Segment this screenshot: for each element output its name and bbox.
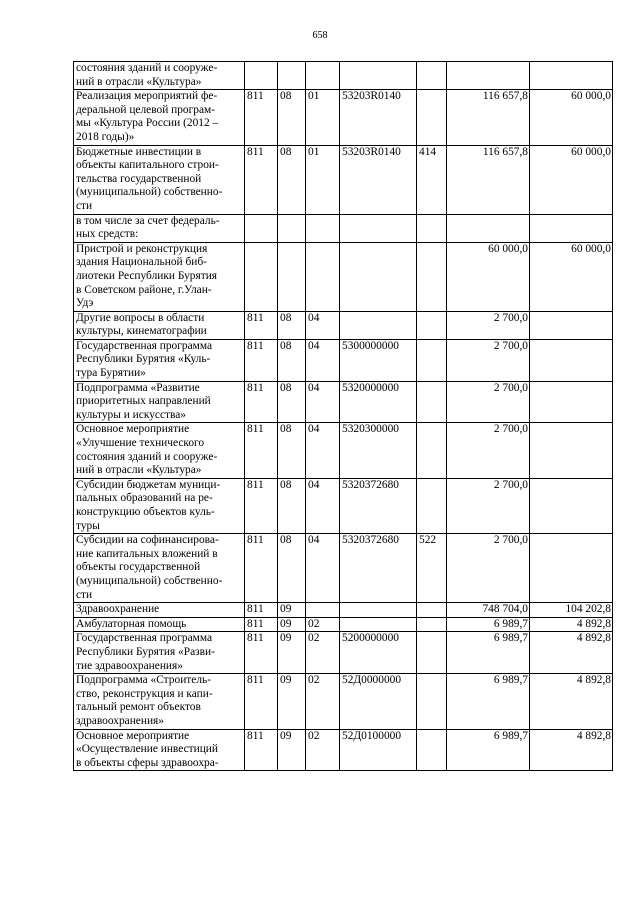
row-sum-total-cell: 2 700,0	[447, 339, 530, 381]
row-target-article-cell	[340, 617, 417, 632]
row-expense-type-cell	[417, 478, 447, 533]
row-sum-total-cell: 6 989,7	[447, 729, 530, 771]
row-subsection-cell: 04	[306, 478, 340, 533]
row-target-article-cell	[340, 311, 417, 339]
row-name: состояния зданий и сооруже- ний в отрасли «Культура»	[76, 62, 218, 88]
row-name-cell	[74, 214, 245, 242]
row-name-cell	[74, 242, 245, 311]
row-grbs-cell	[245, 62, 278, 90]
row-section-cell: 08	[278, 145, 306, 214]
row-sum-total-cell: 116 657,8	[447, 145, 530, 214]
row-section-cell: 08	[278, 311, 306, 339]
row-grbs-cell: 811	[245, 90, 278, 145]
row-target-article-cell: 52Д0000000	[340, 674, 417, 729]
row-name: Основное мероприятие «Осуществление инвестиций в объекты сферы здравоохра-	[76, 729, 219, 769]
row-sum-federal-cell	[530, 534, 613, 603]
table-row	[74, 214, 613, 242]
row-subsection-cell: 02	[306, 617, 340, 632]
row-subsection-cell: 01	[306, 90, 340, 145]
row-target-article-cell: 5300000000	[340, 339, 417, 381]
row-target-article-cell: 53203R0140	[340, 145, 417, 214]
row-sum-federal-cell: 60 000,0	[530, 242, 613, 311]
row-section-cell: 09	[278, 632, 306, 674]
row-section-cell	[278, 214, 306, 242]
row-name-cell	[74, 729, 245, 771]
row-name-cell	[74, 603, 245, 618]
table-row	[74, 381, 613, 423]
row-subsection-cell	[306, 603, 340, 618]
row-target-article-cell: 52Д0100000	[340, 729, 417, 771]
row-target-article-cell: 5320000000	[340, 381, 417, 423]
row-sum-federal-cell	[530, 311, 613, 339]
row-target-article-cell: 5200000000	[340, 632, 417, 674]
row-grbs-cell	[245, 214, 278, 242]
row-section-cell: 08	[278, 381, 306, 423]
row-expense-type-cell	[417, 214, 447, 242]
row-section-cell: 09	[278, 617, 306, 632]
row-name-cell	[74, 381, 245, 423]
row-sum-total-cell: 60 000,0	[447, 242, 530, 311]
row-name-cell	[74, 311, 245, 339]
row-grbs-cell: 811	[245, 478, 278, 533]
row-section-cell: 08	[278, 339, 306, 381]
row-target-article-cell	[340, 62, 417, 90]
row-sum-federal-cell	[530, 214, 613, 242]
row-sum-federal-cell	[530, 478, 613, 533]
row-expense-type-cell	[417, 423, 447, 478]
row-section-cell: 08	[278, 90, 306, 145]
row-grbs-cell: 811	[245, 617, 278, 632]
table-row	[74, 478, 613, 533]
row-sum-total-cell: 2 700,0	[447, 381, 530, 423]
row-name-cell	[74, 90, 245, 145]
row-sum-federal-cell: 4 892,8	[530, 617, 613, 632]
row-sum-total-cell: 2 700,0	[447, 534, 530, 603]
row-expense-type-cell	[417, 381, 447, 423]
table-row	[74, 674, 613, 729]
row-sum-total-cell: 2 700,0	[447, 478, 530, 533]
row-sum-federal-cell: 104 202,8	[530, 603, 613, 618]
row-subsection-cell	[306, 214, 340, 242]
row-sum-federal-cell	[530, 423, 613, 478]
row-sum-federal-cell: 4 892,8	[530, 674, 613, 729]
row-name: Основное мероприятие «Улучшение технического состояния зданий и сооруже- ний в отрасли «Культура»	[76, 423, 218, 477]
table-row	[74, 632, 613, 674]
row-name: Пристрой и реконструкция здания Национальной биб- лиотеки Республики Бурятия в Советском районе, г.Улан- Удэ	[76, 242, 218, 310]
row-name-cell	[74, 632, 245, 674]
row-name: Государственная программа Республики Бурятия «Разви- тие здравоохранения»	[76, 632, 215, 672]
row-sum-total-cell	[447, 214, 530, 242]
row-subsection-cell: 04	[306, 339, 340, 381]
row-sum-total-cell: 6 989,7	[447, 674, 530, 729]
row-grbs-cell: 811	[245, 674, 278, 729]
table-row	[74, 242, 613, 311]
row-expense-type-cell	[417, 603, 447, 618]
row-subsection-cell: 02	[306, 632, 340, 674]
row-grbs-cell: 811	[245, 145, 278, 214]
table-row	[74, 423, 613, 478]
row-subsection-cell: 04	[306, 311, 340, 339]
row-sum-total-cell: 748 704,0	[447, 603, 530, 618]
budget-table	[73, 61, 613, 771]
row-name-cell	[74, 145, 245, 214]
row-name: Подпрограмма «Строитель- ство, реконструкция и капи- тальный ремонт объектов здравоохранения»	[76, 674, 213, 727]
row-target-article-cell: 5320372680	[340, 534, 417, 603]
row-name-cell	[74, 62, 245, 90]
row-section-cell: 08	[278, 534, 306, 603]
row-expense-type-cell	[417, 242, 447, 311]
row-sum-federal-cell: 60 000,0	[530, 90, 613, 145]
row-name: Бюджетные инвестиции в объекты капитального строи- тельства государственной (муниципальной) собственно- сти	[76, 145, 223, 212]
row-grbs-cell: 811	[245, 311, 278, 339]
row-target-article-cell	[340, 214, 417, 242]
row-subsection-cell: 04	[306, 534, 340, 603]
row-section-cell: 09	[278, 603, 306, 618]
row-sum-total-cell	[447, 62, 530, 90]
row-subsection-cell: 04	[306, 381, 340, 423]
row-name-cell	[74, 617, 245, 632]
row-section-cell: 09	[278, 674, 306, 729]
row-sum-federal-cell: 4 892,8	[530, 729, 613, 771]
row-target-article-cell: 53203R0140	[340, 90, 417, 145]
row-target-article-cell	[340, 603, 417, 618]
row-expense-type-cell	[417, 632, 447, 674]
row-grbs-cell: 811	[245, 534, 278, 603]
row-expense-type-cell	[417, 311, 447, 339]
row-name: Амбулаторная помощь	[76, 617, 187, 630]
table-row	[74, 90, 613, 145]
row-name: Субсидии бюджетам муници- пальных образований на ре- конструкцию объектов куль- туры	[76, 478, 221, 532]
row-name: в том числе за счет федераль- ных средств:	[76, 214, 220, 241]
row-subsection-cell: 02	[306, 674, 340, 729]
row-name: Государственная программа Республики Бурятия «Куль- тура Бурятии»	[76, 339, 213, 380]
row-subsection-cell: 02	[306, 729, 340, 771]
table-row	[74, 603, 613, 618]
row-name-cell	[74, 423, 245, 478]
row-sum-federal-cell	[530, 62, 613, 90]
table-row	[74, 339, 613, 381]
row-name: Субсидии на софинансирова- ние капитальных вложений в объекты государственной (муниципальной) собственно- сти	[76, 534, 223, 601]
page-number: 658	[312, 30, 328, 41]
row-expense-type-cell: 414	[417, 145, 447, 214]
row-expense-type-cell	[417, 90, 447, 145]
row-expense-type-cell	[417, 62, 447, 90]
table-row	[74, 617, 613, 632]
row-expense-type-cell	[417, 617, 447, 632]
row-name: Другие вопросы в области культуры, кинематографии	[76, 311, 207, 338]
row-subsection-cell	[306, 242, 340, 311]
row-target-article-cell	[340, 242, 417, 311]
row-expense-type-cell	[417, 674, 447, 729]
row-subsection-cell	[306, 62, 340, 90]
row-sum-total-cell: 2 700,0	[447, 423, 530, 478]
row-grbs-cell	[245, 242, 278, 311]
table-row	[74, 729, 613, 771]
row-target-article-cell: 5320372680	[340, 478, 417, 533]
row-grbs-cell: 811	[245, 381, 278, 423]
table-row	[74, 145, 613, 214]
row-name: Здравоохранение	[76, 603, 160, 616]
row-name: Реализация мероприятий фе- деральной целевой програм- мы «Культура России (2012 – 2018 годы)»	[76, 90, 219, 143]
row-sum-federal-cell: 60 000,0	[530, 145, 613, 214]
row-sum-federal-cell	[530, 339, 613, 381]
row-sum-federal-cell	[530, 381, 613, 423]
table-row	[74, 62, 613, 90]
row-sum-total-cell: 116 657,8	[447, 90, 530, 145]
row-section-cell	[278, 242, 306, 311]
row-grbs-cell: 811	[245, 729, 278, 771]
row-expense-type-cell: 522	[417, 534, 447, 603]
row-subsection-cell: 01	[306, 145, 340, 214]
row-name-cell	[74, 478, 245, 533]
row-name-cell	[74, 534, 245, 603]
row-name-cell	[74, 674, 245, 729]
row-name: Подпрограмма «Развитие приоритетных направлений культуры и искусства»	[76, 381, 211, 421]
row-sum-federal-cell: 4 892,8	[530, 632, 613, 674]
table-row	[74, 311, 613, 339]
row-grbs-cell: 811	[245, 339, 278, 381]
row-name-cell	[74, 339, 245, 381]
row-sum-total-cell: 6 989,7	[447, 632, 530, 674]
row-grbs-cell: 811	[245, 603, 278, 618]
row-grbs-cell: 811	[245, 423, 278, 478]
row-section-cell: 08	[278, 423, 306, 478]
row-section-cell	[278, 62, 306, 90]
row-subsection-cell: 04	[306, 423, 340, 478]
row-sum-total-cell: 2 700,0	[447, 311, 530, 339]
row-section-cell: 08	[278, 478, 306, 533]
row-target-article-cell: 5320300000	[340, 423, 417, 478]
row-section-cell: 09	[278, 729, 306, 771]
row-expense-type-cell	[417, 339, 447, 381]
row-expense-type-cell	[417, 729, 447, 771]
row-grbs-cell: 811	[245, 632, 278, 674]
row-sum-total-cell: 6 989,7	[447, 617, 530, 632]
table-row	[74, 534, 613, 603]
